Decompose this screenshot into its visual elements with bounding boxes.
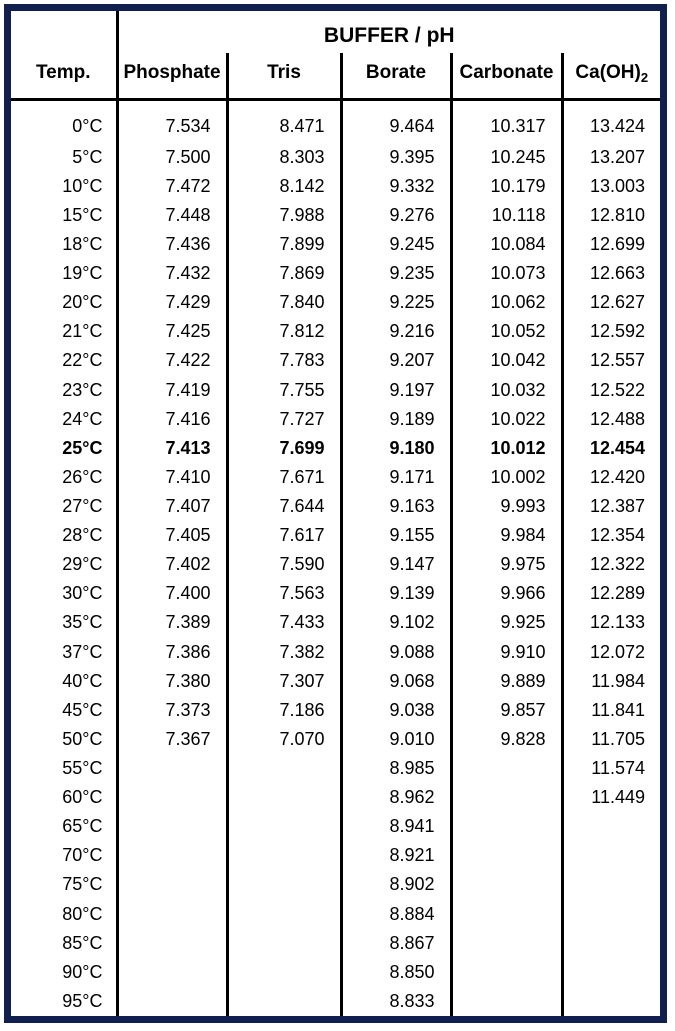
table-row (11, 463, 660, 492)
carbonate-ph-cell: 10.073 (451, 259, 562, 288)
carbonate-ph-cell (451, 900, 562, 929)
tris-ph-cell: 7.699 (227, 434, 341, 463)
borate-ph-cell: 9.147 (341, 550, 451, 579)
phosphate-ph-cell: 7.367 (117, 725, 227, 754)
table-row (11, 521, 660, 550)
table-header (11, 11, 660, 99)
temp-cell: 22°C (11, 346, 117, 375)
borate-ph-cell: 9.102 (341, 608, 451, 637)
table-row (11, 405, 660, 434)
tris-ph-cell (227, 987, 341, 1016)
caoh-ph-cell: 12.289 (589, 583, 645, 604)
tris-ph-cell: 8.303 (227, 143, 341, 172)
caoh-ph-cell (562, 958, 660, 987)
table-row (11, 201, 660, 230)
carbonate-ph-cell: 10.062 (451, 288, 562, 317)
carbonate-ph-cell: 10.179 (451, 172, 562, 201)
carbonate-ph-cell: 9.975 (451, 550, 562, 579)
borate-ph-cell: 8.902 (341, 870, 451, 899)
borate-ph-cell: 9.235 (341, 259, 451, 288)
carbonate-ph-cell (451, 958, 562, 987)
carbonate-ph-cell: 9.925 (451, 608, 562, 637)
borate-ph-cell: 8.884 (341, 900, 451, 929)
tris-ph-cell: 7.755 (227, 376, 341, 405)
tris-ph-cell: 7.070 (227, 725, 341, 754)
table-row (11, 550, 660, 579)
carbonate-ph-cell: 10.022 (451, 405, 562, 434)
tris-ph-cell: 7.783 (227, 346, 341, 375)
table-body (11, 99, 660, 1016)
table-row (11, 288, 660, 317)
carbonate-ph-cell (451, 987, 562, 1016)
borate-ph-cell: 9.332 (341, 172, 451, 201)
borate-ph-cell: 9.171 (341, 463, 451, 492)
table-row (11, 929, 660, 958)
phosphate-ph-cell: 7.373 (117, 696, 227, 725)
temp-cell: 80°C (11, 900, 117, 929)
temp-cell: 24°C (11, 405, 117, 434)
borate-ph-cell: 9.395 (341, 143, 451, 172)
phosphate-ph-cell: 7.425 (117, 317, 227, 346)
carbonate-ph-cell: 9.993 (451, 492, 562, 521)
borate-ph-cell: 9.276 (341, 201, 451, 230)
temp-cell: 28°C (11, 521, 117, 550)
borate-ph-cell: 9.155 (341, 521, 451, 550)
temp-cell: 15°C (11, 201, 117, 230)
borate-ph-cell: 9.197 (341, 376, 451, 405)
phosphate-ph-cell: 7.422 (117, 346, 227, 375)
caoh-ph-cell (562, 987, 660, 1016)
tris-ph-cell: 7.382 (227, 638, 341, 667)
caoh-ph-cell: 12.663 (589, 263, 645, 284)
table-row (11, 638, 660, 667)
tris-ph-cell: 7.307 (227, 667, 341, 696)
table-row (11, 667, 660, 696)
carbonate-ph-cell: 9.889 (451, 667, 562, 696)
tris-ph-cell: 7.869 (227, 259, 341, 288)
caoh-ph-cell: 11.705 (591, 728, 645, 749)
phosphate-ph-cell: 7.407 (117, 492, 227, 521)
table-row (11, 900, 660, 929)
caoh-ph-cell: 12.072 (589, 641, 645, 662)
phosphate-ph-cell (117, 812, 227, 841)
temp-cell: 65°C (11, 812, 117, 841)
tris-column-header: Tris (227, 53, 341, 99)
table-row (11, 841, 660, 870)
phosphate-ph-cell: 7.416 (117, 405, 227, 434)
table-row (11, 870, 660, 899)
phosphate-ph-cell: 7.386 (117, 638, 227, 667)
carbonate-ph-cell: 10.118 (451, 201, 562, 230)
caoh-ph-cell: 12.810 (589, 204, 645, 225)
table-row (11, 317, 660, 346)
table-row (11, 987, 660, 1016)
temp-cell: 18°C (11, 230, 117, 259)
borate-ph-cell: 9.189 (341, 405, 451, 434)
tris-ph-cell (227, 958, 341, 987)
temp-cell: 90°C (11, 958, 117, 987)
table-row (11, 376, 660, 405)
carbonate-ph-cell: 9.910 (451, 638, 562, 667)
table-row (11, 346, 660, 375)
caoh-ph-cell: 11.984 (591, 670, 645, 691)
tris-ph-cell: 7.812 (227, 317, 341, 346)
tris-ph-cell: 8.142 (227, 172, 341, 201)
temp-cell: 5°C (11, 143, 117, 172)
temp-cell: 85°C (11, 929, 117, 958)
table-row (11, 143, 660, 172)
phosphate-column-header: Phosphate (117, 53, 227, 99)
temp-cell: 26°C (11, 463, 117, 492)
phosphate-ph-cell (117, 929, 227, 958)
borate-ph-cell: 8.921 (341, 841, 451, 870)
table-row (11, 172, 660, 201)
phosphate-ph-cell: 7.429 (117, 288, 227, 317)
temp-cell: 19°C (11, 259, 117, 288)
carbonate-ph-cell (451, 754, 562, 783)
table-row (11, 492, 660, 521)
temp-cell: 23°C (11, 376, 117, 405)
tris-ph-cell (227, 929, 341, 958)
carbonate-ph-cell: 10.245 (451, 143, 562, 172)
temp-cell: 60°C (11, 783, 117, 812)
borate-ph-cell: 8.867 (341, 929, 451, 958)
temp-cell: 27°C (11, 492, 117, 521)
tris-ph-cell (227, 812, 341, 841)
caoh-ph-cell (562, 870, 660, 899)
borate-ph-cell: 9.068 (341, 667, 451, 696)
caoh-ph-cell (562, 900, 660, 929)
borate-ph-cell: 8.941 (341, 812, 451, 841)
tris-ph-cell (227, 841, 341, 870)
temp-cell: 50°C (11, 725, 117, 754)
phosphate-ph-cell: 7.405 (117, 521, 227, 550)
borate-ph-cell: 9.038 (341, 696, 451, 725)
caoh-ph-cell: 12.420 (589, 466, 645, 487)
borate-ph-cell: 8.850 (341, 958, 451, 987)
tris-ph-cell: 7.644 (227, 492, 341, 521)
borate-ph-cell: 9.139 (341, 579, 451, 608)
caoh2-subscript: 2 (640, 69, 649, 85)
carbonate-ph-cell: 10.032 (451, 376, 562, 405)
phosphate-ph-cell (117, 958, 227, 987)
borate-ph-cell: 9.010 (341, 725, 451, 754)
carbonate-ph-cell: 10.002 (451, 463, 562, 492)
borate-ph-cell: 9.225 (341, 288, 451, 317)
tris-ph-cell: 7.727 (227, 405, 341, 434)
phosphate-ph-cell (117, 783, 227, 812)
tris-ph-cell (227, 900, 341, 929)
buffer-ph-table (11, 11, 660, 1016)
table-row (11, 230, 660, 259)
temp-cell: 29°C (11, 550, 117, 579)
borate-column-header: Borate (341, 53, 451, 99)
phosphate-ph-cell (117, 987, 227, 1016)
temp-cell: 21°C (11, 317, 117, 346)
phosphate-ph-cell: 7.380 (117, 667, 227, 696)
caoh-ph-cell (562, 812, 660, 841)
phosphate-ph-cell (117, 900, 227, 929)
caoh-ph-cell: 13.003 (589, 175, 645, 196)
caoh-ph-cell: 12.354 (589, 525, 645, 546)
carbonate-ph-cell: 10.084 (451, 230, 562, 259)
phosphate-ph-cell (117, 870, 227, 899)
caoh-ph-cell (562, 841, 660, 870)
temp-cell: 40°C (11, 667, 117, 696)
table-row (11, 579, 660, 608)
borate-ph-cell: 8.833 (341, 987, 451, 1016)
table-row (11, 99, 660, 143)
tris-ph-cell: 7.186 (227, 696, 341, 725)
tris-ph-cell (227, 754, 341, 783)
borate-ph-cell: 8.985 (341, 754, 451, 783)
carbonate-ph-cell: 10.012 (451, 434, 562, 463)
tris-ph-cell: 7.563 (227, 579, 341, 608)
temp-cell: 45°C (11, 696, 117, 725)
carbonate-ph-cell (451, 841, 562, 870)
temp-cell: 30°C (11, 579, 117, 608)
caoh2-column-header (562, 53, 660, 99)
borate-ph-cell: 9.216 (341, 317, 451, 346)
caoh-ph-cell (562, 929, 660, 958)
buffer-ph-group-header: BUFFER / pH (323, 24, 455, 47)
caoh-ph-cell: 12.322 (589, 554, 645, 575)
caoh-ph-cell: 12.488 (589, 408, 645, 429)
carbonate-ph-cell: 10.052 (451, 317, 562, 346)
buffer-ph-table-frame (4, 4, 667, 1023)
phosphate-ph-cell: 7.432 (117, 259, 227, 288)
temp-cell: 20°C (11, 288, 117, 317)
phosphate-ph-cell: 7.410 (117, 463, 227, 492)
temp-cell: 10°C (11, 172, 117, 201)
tris-ph-cell (227, 783, 341, 812)
caoh-ph-cell: 11.574 (591, 758, 645, 778)
caoh-ph-cell: 13.424 (589, 115, 645, 136)
caoh-ph-cell: 12.522 (589, 379, 645, 400)
caoh-ph-cell: 12.557 (589, 350, 645, 371)
temp-cell: 37°C (11, 638, 117, 667)
phosphate-ph-cell: 7.448 (117, 201, 227, 230)
phosphate-ph-cell: 7.413 (117, 434, 227, 463)
carbonate-ph-cell: 9.857 (451, 696, 562, 725)
borate-ph-cell: 9.180 (341, 434, 451, 463)
table-row (11, 812, 660, 841)
tris-ph-cell: 7.899 (227, 230, 341, 259)
tris-ph-cell: 7.840 (227, 288, 341, 317)
caoh-ph-cell: 12.454 (589, 437, 645, 458)
table-row (11, 958, 660, 987)
temp-cell: 55°C (11, 754, 117, 783)
phosphate-ph-cell: 7.472 (117, 172, 227, 201)
phosphate-ph-cell: 7.389 (117, 608, 227, 637)
tris-ph-cell: 8.471 (227, 99, 341, 143)
carbonate-ph-cell: 9.828 (451, 725, 562, 754)
borate-ph-cell: 8.962 (341, 783, 451, 812)
phosphate-ph-cell: 7.500 (117, 143, 227, 172)
carbonate-ph-cell (451, 929, 562, 958)
borate-ph-cell: 9.088 (341, 638, 451, 667)
phosphate-ph-cell: 7.534 (117, 99, 227, 143)
caoh-ph-cell: 12.592 (589, 321, 645, 342)
caoh-ph-cell: 13.207 (589, 146, 645, 167)
phosphate-ph-cell (117, 841, 227, 870)
temp-cell: 75°C (11, 870, 117, 899)
phosphate-ph-cell (117, 754, 227, 783)
caoh-ph-cell: 11.449 (591, 787, 645, 808)
phosphate-ph-cell: 7.419 (117, 376, 227, 405)
borate-ph-cell: 9.207 (341, 346, 451, 375)
tris-ph-cell: 7.617 (227, 521, 341, 550)
carbonate-ph-cell: 10.317 (451, 99, 562, 143)
temp-cell: 70°C (11, 841, 117, 870)
phosphate-ph-cell: 7.400 (117, 579, 227, 608)
caoh-ph-cell: 12.627 (589, 292, 645, 313)
borate-ph-cell: 9.464 (341, 99, 451, 143)
borate-ph-cell: 9.245 (341, 230, 451, 259)
carbonate-ph-cell (451, 783, 562, 812)
table-row (11, 725, 660, 754)
temp-cell: 95°C (11, 987, 117, 1016)
table-row (11, 783, 660, 812)
tris-ph-cell (227, 870, 341, 899)
table-row (11, 434, 660, 463)
temp-cell: 0°C (11, 99, 117, 143)
tris-ph-cell: 7.433 (227, 608, 341, 637)
borate-ph-cell: 9.163 (341, 492, 451, 521)
carbonate-ph-cell: 9.984 (451, 521, 562, 550)
caoh-ph-cell: 12.133 (589, 612, 645, 633)
table-row (11, 608, 660, 637)
carbonate-ph-cell (451, 870, 562, 899)
temp-cell: 25°C (11, 434, 117, 463)
table-row (11, 754, 660, 783)
caoh-ph-cell: 12.699 (589, 234, 645, 255)
table-row (11, 696, 660, 725)
temp-column-header: Temp. (11, 11, 117, 99)
tris-ph-cell: 7.988 (227, 201, 341, 230)
caoh2-base-text: Ca(OH) (575, 61, 641, 83)
carbonate-column-header: Carbonate (451, 53, 562, 99)
caoh-ph-cell: 11.841 (591, 699, 645, 720)
tris-ph-cell: 7.590 (227, 550, 341, 579)
phosphate-ph-cell: 7.402 (117, 550, 227, 579)
carbonate-ph-cell (451, 812, 562, 841)
temp-cell: 35°C (11, 608, 117, 637)
phosphate-ph-cell: 7.436 (117, 230, 227, 259)
carbonate-ph-cell: 9.966 (451, 579, 562, 608)
tris-ph-cell: 7.671 (227, 463, 341, 492)
carbonate-ph-cell: 10.042 (451, 346, 562, 375)
table-row (11, 259, 660, 288)
caoh-ph-cell: 12.387 (589, 496, 645, 517)
